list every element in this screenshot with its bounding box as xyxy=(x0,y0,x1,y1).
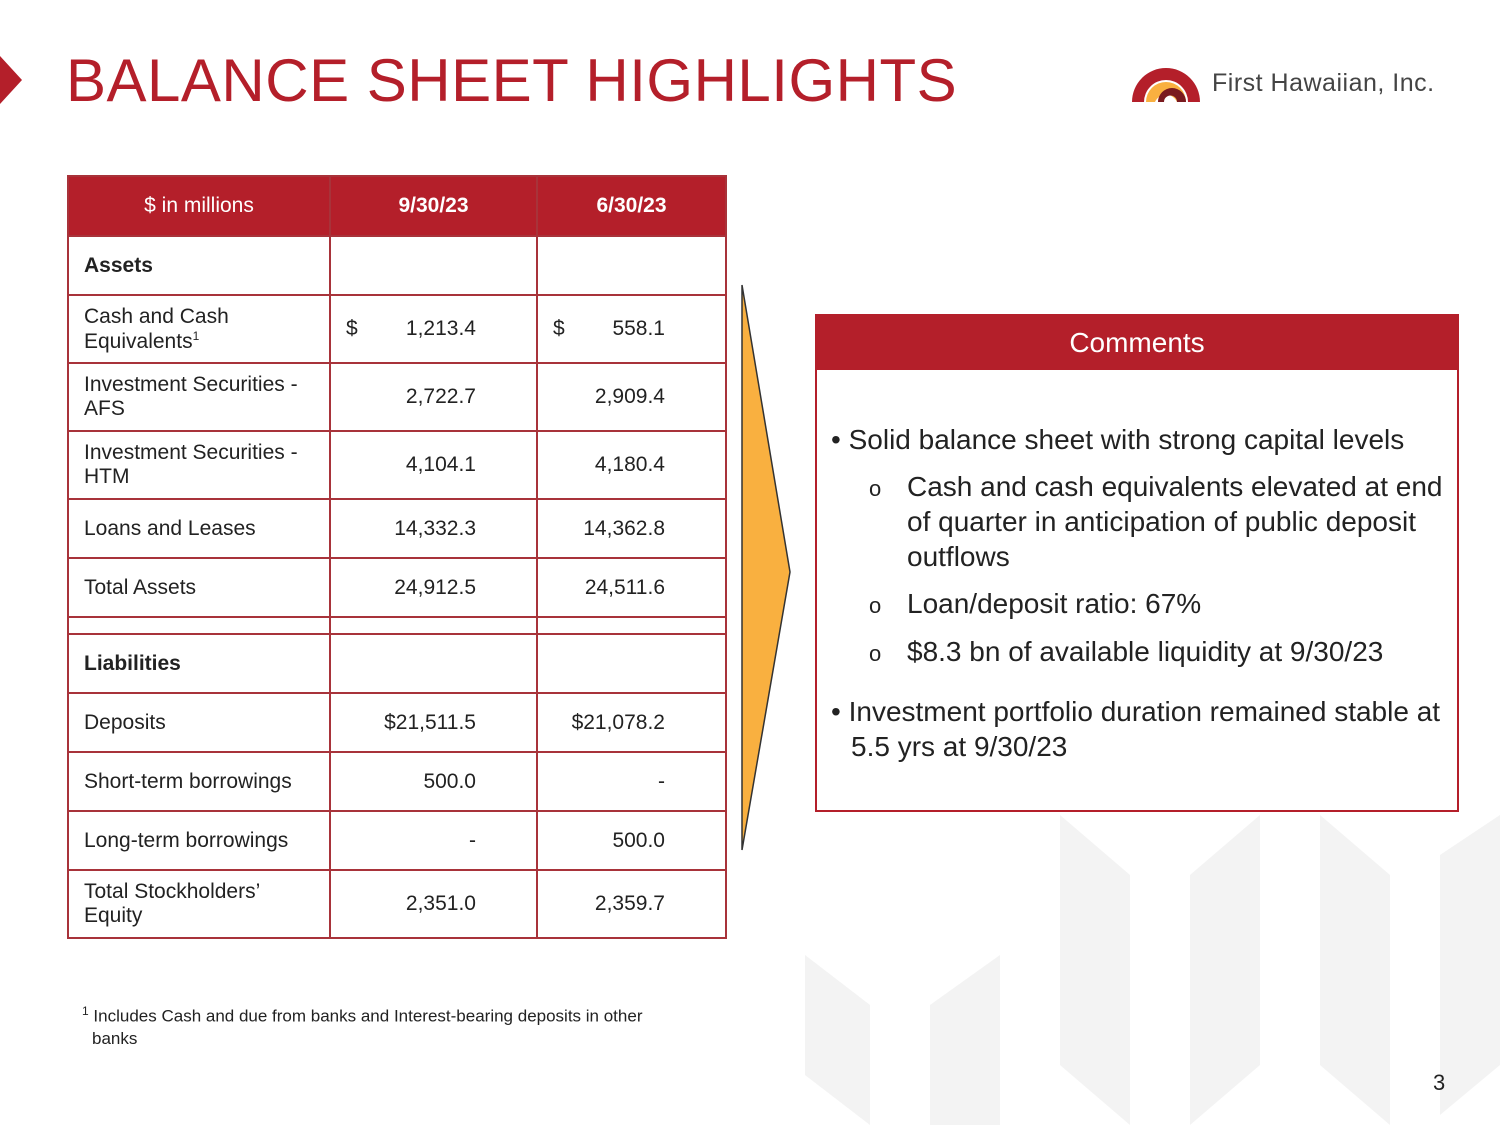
bullet: • Investment portfolio duration remained stable at 5.5 yrs at 9/30/23 xyxy=(831,696,1441,762)
value-q3 xyxy=(330,295,537,363)
empty-cell xyxy=(330,236,537,295)
table-row xyxy=(68,363,726,431)
table-row xyxy=(68,870,726,938)
currency: $ xyxy=(346,317,358,340)
empty-cell xyxy=(330,617,537,634)
value-q3: 2,722.7 xyxy=(330,363,537,431)
bullet-text: $8.3 bn of available liquidity at 9/30/23 xyxy=(907,636,1384,667)
value-q2 xyxy=(537,295,726,363)
value-q2: 500.0 xyxy=(537,811,726,870)
label-text: Cash and Cash Equivalents xyxy=(84,304,229,353)
sub-bullet xyxy=(869,586,1467,621)
value: 558.1 xyxy=(612,317,665,340)
circle-bullet-icon: o xyxy=(869,476,882,501)
row-label: Long-term borrowings xyxy=(68,811,330,870)
table-row xyxy=(68,693,726,752)
table-header-row xyxy=(68,176,726,236)
chevron-arrow-icon xyxy=(735,280,795,855)
page-title: BALANCE SHEET HIGHLIGHTS xyxy=(66,47,958,114)
table-row xyxy=(68,295,726,363)
row-label: Total Stockholders’ Equity xyxy=(68,870,330,938)
value-q3: 24,912.5 xyxy=(330,558,537,617)
section-row xyxy=(68,236,726,295)
balance-sheet-table xyxy=(67,175,727,939)
value-q3: - xyxy=(330,811,537,870)
row-label: Loans and Leases xyxy=(68,499,330,558)
footnote xyxy=(82,1000,722,1050)
header-q3: 9/30/23 xyxy=(330,176,537,236)
footnote-mark: 1 xyxy=(82,1004,89,1018)
sub-bullet xyxy=(869,634,1467,669)
section-row xyxy=(68,634,726,693)
value-q2: - xyxy=(537,752,726,811)
value-q3: $21,511.5 xyxy=(330,693,537,752)
row-label: Deposits xyxy=(68,693,330,752)
circle-bullet-icon: o xyxy=(869,641,882,666)
value-q2: 2,909.4 xyxy=(537,363,726,431)
row-label xyxy=(68,295,330,363)
footnote-text: Includes Cash and due from banks and Interest-bearing deposits in other xyxy=(93,1006,643,1026)
value-q2: 14,362.8 xyxy=(537,499,726,558)
background-pattern xyxy=(800,815,1500,1125)
sub-bullet xyxy=(869,469,1467,574)
bullet-text: Solid balance sheet with strong capital levels xyxy=(848,424,1405,455)
comments-panel xyxy=(815,314,1459,812)
page-number: 3 xyxy=(1433,1070,1446,1095)
liabilities-label: Liabilities xyxy=(68,634,330,693)
rainbow-logo-icon xyxy=(1130,64,1202,102)
bullet-text: Loan/deposit ratio: 67% xyxy=(907,588,1202,619)
assets-label: Assets xyxy=(68,236,330,295)
value-q2: 24,511.6 xyxy=(537,558,726,617)
empty-cell xyxy=(537,634,726,693)
circle-bullet-icon: o xyxy=(869,593,882,618)
spacer-row xyxy=(68,617,726,634)
row-label: Total Assets xyxy=(68,558,330,617)
row-label: Investment Securities - AFS xyxy=(68,363,330,431)
table-row xyxy=(68,811,726,870)
header-q2: 6/30/23 xyxy=(537,176,726,236)
header-label: $ in millions xyxy=(68,176,330,236)
value-q2: 2,359.7 xyxy=(537,870,726,938)
comments-title: Comments xyxy=(817,316,1457,370)
value-q2: $21,078.2 xyxy=(537,693,726,752)
table-row xyxy=(68,752,726,811)
footnote-text-cont: banks xyxy=(92,1028,138,1048)
value-q3: 4,104.1 xyxy=(330,431,537,499)
row-label: Investment Securities - HTM xyxy=(68,431,330,499)
company-logo xyxy=(1130,64,1435,102)
bullet-text: Cash and cash equivalents elevated at end of quarter in anticipation of public deposit outflows xyxy=(907,471,1443,572)
empty-cell xyxy=(330,634,537,693)
value: 1,213.4 xyxy=(405,317,476,340)
value-q3: 14,332.3 xyxy=(330,499,537,558)
value-q3: 2,351.0 xyxy=(330,870,537,938)
value-q2: 4,180.4 xyxy=(537,431,726,499)
title-marker-icon xyxy=(0,56,22,104)
empty-cell xyxy=(537,617,726,634)
table-row xyxy=(68,558,726,617)
empty-cell xyxy=(68,617,330,634)
empty-cell xyxy=(537,236,726,295)
row-label: Short-term borrowings xyxy=(68,752,330,811)
logo-text: First Hawaiian, Inc. xyxy=(1212,68,1435,97)
footnote-mark: 1 xyxy=(192,328,200,343)
bullet-text: Investment portfolio duration remained stable at 5.5 yrs at 9/30/23 xyxy=(848,696,1441,762)
bullet: • Solid balance sheet with strong capital levels xyxy=(831,424,1405,455)
value-q3: 500.0 xyxy=(330,752,537,811)
table-row xyxy=(68,431,726,499)
currency: $ xyxy=(553,317,565,340)
table-row xyxy=(68,499,726,558)
